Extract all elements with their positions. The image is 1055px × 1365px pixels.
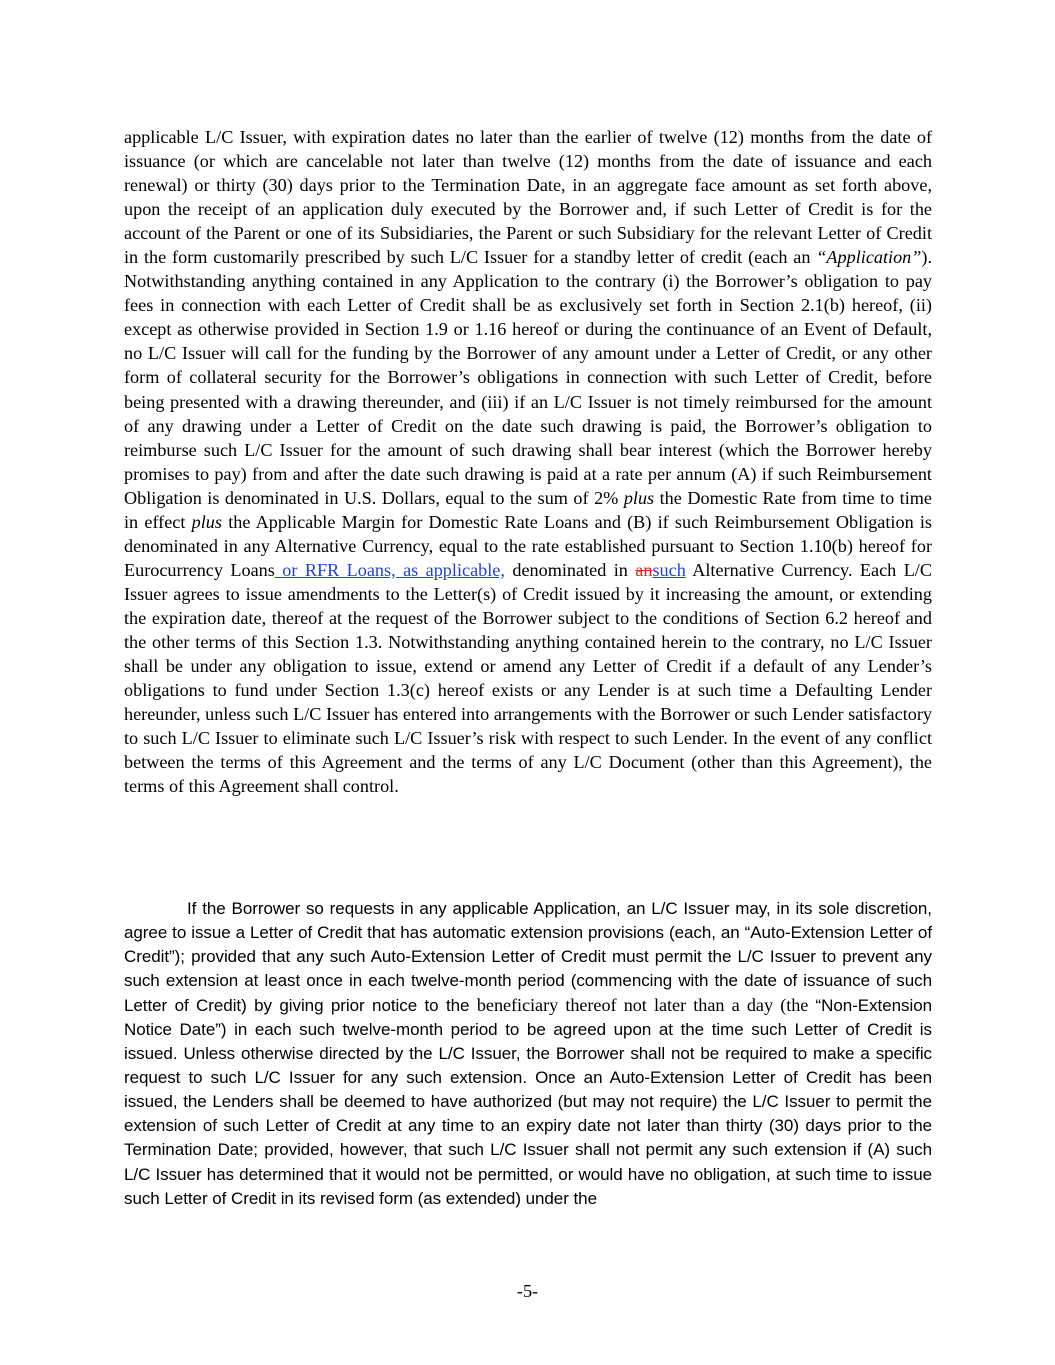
tracked-insertion: such	[652, 559, 686, 580]
plus-term: plus	[191, 511, 222, 532]
application-defined-term: “Application”	[816, 247, 922, 268]
paragraph-letters-of-credit-terms	[124, 125, 932, 798]
page-number: -5-	[516, 1281, 539, 1301]
text-segment: beneficiary thereof not later than a day (the	[476, 995, 816, 1016]
tracked-insertion: or RFR Loans, as applicable,	[274, 559, 505, 580]
text-segment: applicable L/C Issuer, with expiration dates no later than the earlier of twelve (12) months from the date of issuance (or which are cancelable not later than twelve (12) months from the date of issuance and each renewal) or thirty (30) days prior to the Termination Date, in an aggregate face amount as set forth above, upon the receipt of an application duly executed by the Borrower and, if such Letter of Credit is for the account of the Parent or one of its Subsidiaries, the Parent or such Subsidiary for the relevant Letter of Credit in the form customarily prescribed by such L/C Issuer for a standby letter of credit (each an	[124, 127, 932, 268]
text-segment: the Domestic Rate from time to time in effect	[124, 487, 932, 532]
tracked-deletion: an	[635, 559, 653, 580]
plus-term: plus	[623, 487, 655, 508]
text-segment: “Non-Extension Notice Date”) in each such twelve-month period to be agreed upon at the time such Letter of Credit is issued. Unless otherwise directed by the L/C Issuer, the Borrower shall not be required to make a specific request to such L/C Issuer for any such extension. Once an Auto-Extension Letter of Credit has been issued, the Lenders shall be deemed to have authorized (but may not require) the L/C Issuer to permit the extension of such Letter of Credit at any time to an expiry date not later than thirty (30) days prior to the Termination Date; provided, however, that such L/C Issuer shall not permit any such extension if (A) such L/C Issuer has determined that it would not be permitted, or would have no obligation, at such time to issue such Letter of Credit in its revised form (as extended) under the	[124, 996, 932, 1208]
text-segment: Alternative Currency. Each L/C Issuer agrees to issue amendments to the Letter(s) of Credit issued by it increasing the amount, or extending the expiration date, thereof at the request of the Borrower subject to the conditions of Section 6.2 hereof and the other terms of this Section 1.3. Notwithstanding anything contained herein to the contrary, no L/C Issuer shall be under any obligation to issue, extend or amend any Letter of Credit if a default of any Lender’s obligations to fund under Section 1.3(c) hereof exists or any Lender is at such time a Defaulting Lender hereunder, unless such L/C Issuer has entered into arrangements with the Borrower or such Lender satisfactory to such L/C Issuer to eliminate such L/C Issuer’s risk with respect to such Lender. In the event of any conflict between the terms of this Agreement and the terms of any L/C Document (other than this Agreement), the terms of this Agreement shall control.	[124, 559, 932, 797]
paragraph-auto-extension	[124, 897, 932, 1211]
text-segment: denominated in	[504, 559, 636, 580]
text-segment: the Applicable Margin for Domestic Rate Loans and (B) if such Reimbursement Obligation is denominated in any Alternative Currency, equal to the rate established pursuant to Section 1.10(b) hereof for Eurocurrency Loans	[124, 511, 933, 580]
text-segment: If the Borrower so requests in any applicable Application, an L/C Issuer may, in its sole discretion, agree to issue a Letter of Credit that has automatic extension provisions (each, an “Auto-Extension Letter of Credit”); provided that any such Auto-Extension Letter of Credit must permit the L/C Issuer to prevent any such extension at least once in each twelve-month period (commencing with the date of issuance of such Letter of Credit) by giving prior notice to the	[124, 899, 932, 1016]
text-segment: ). Notwithstanding anything contained in any Application to the contrary (i) the Borrower’s obligation to pay fees in connection with each Letter of Credit shall be as exclusively set forth in Section 2.1(b) hereof, (ii) except as otherwise provided in Section 1.9 or 1.16 hereof or during the continuance of an Event of Default, no L/C Issuer will call for the funding by the Borrower of any amount under a Letter of Credit, or any other form of collateral security for the Borrower’s obligations in connection with such Letter of Credit, before being presented with a drawing thereunder, and (iii) if an L/C Issuer is not timely reimbursed for the amount of any drawing under a Letter of Credit on the date such drawing is paid, the Borrower’s obligation to reimburse such L/C Issuer for the amount of such drawing shall bear interest (which the Borrower hereby promises to pay) from and after the date such drawing is paid at a rate per annum (A) if such Reimbursement Obligation is denominated in U.S. Dollars, equal to the sum of 2%	[124, 247, 932, 508]
